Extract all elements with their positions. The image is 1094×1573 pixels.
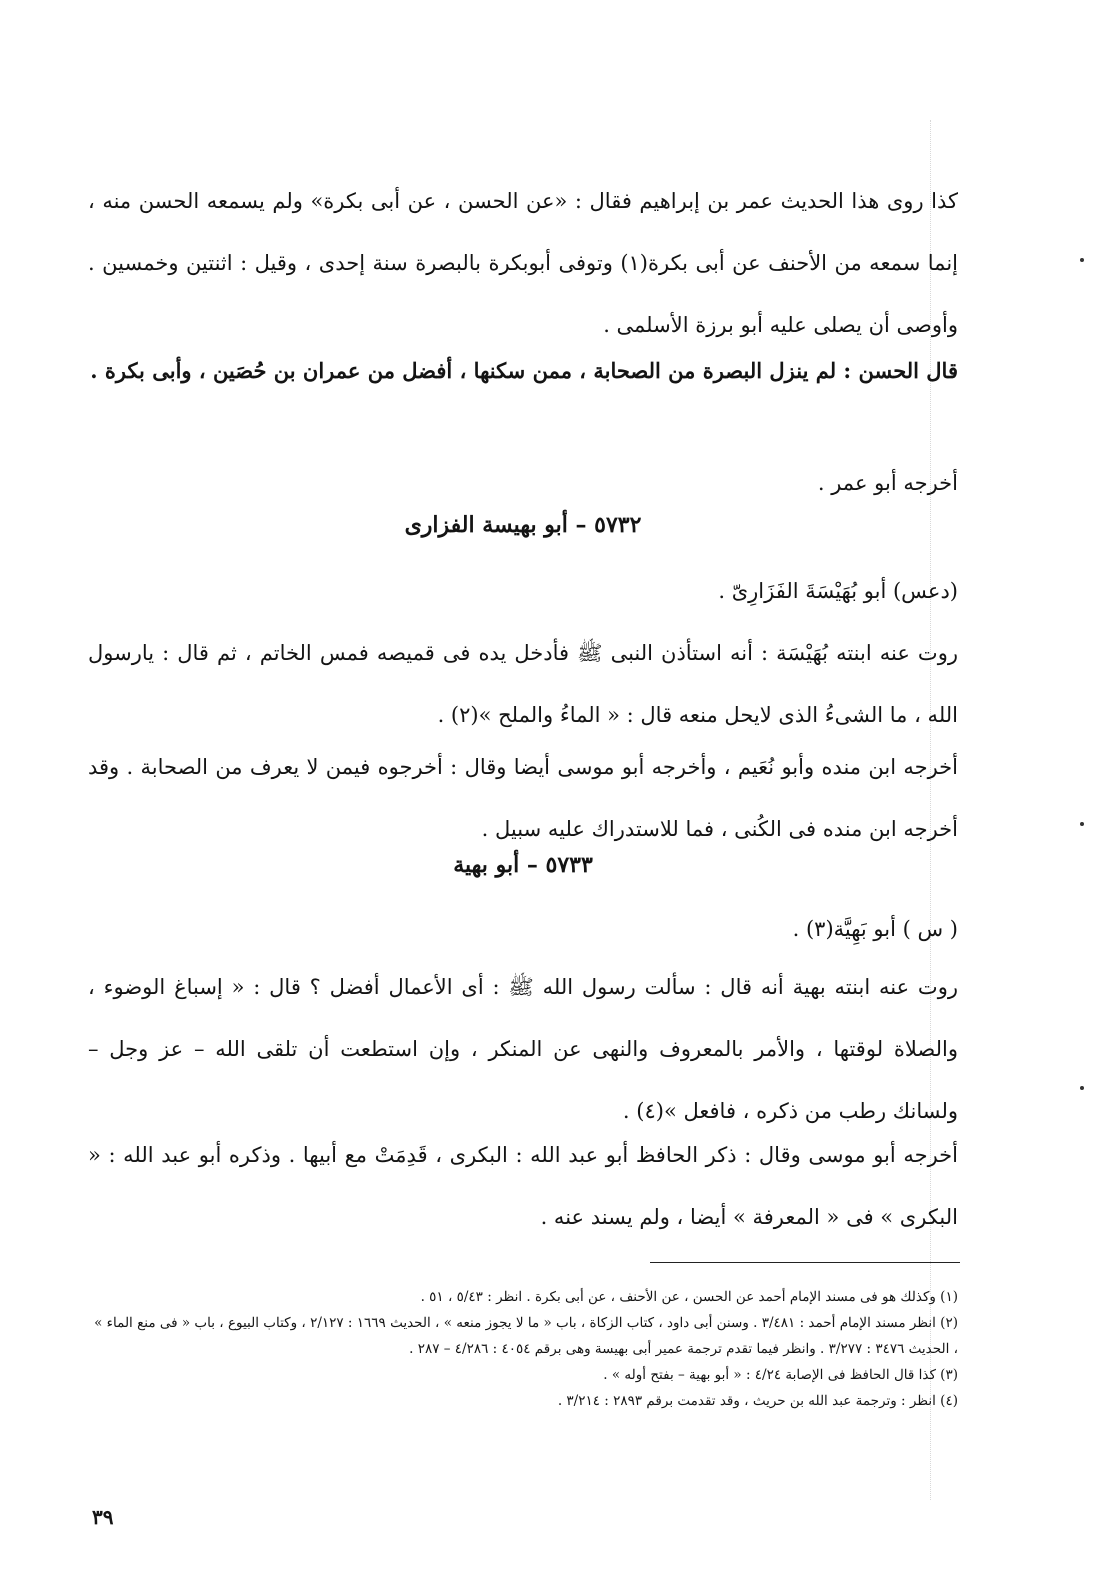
footnote-separator [650,1262,960,1263]
paragraph-abu-bakra-death: كذا روى هذا الحديث عمر بن إبراهيم فقال : «عن الحسن ، عن أبى بكرة» ولم يسمعه الحسن منه ، إنما سمعه من الأحنف عن أبى بكرة(١) وتوفى أبوبكرة بالبصرة سنة إحدى ، وقيل : اثنتين وخمسين . وأوصى أن يصلى عليه أبو برزة الأسلمى . [88,189,958,337]
margin-mark [1080,1086,1084,1090]
footnote-1: (١) وكذلك هو فى مسند الإمام أحمد عن الحسن ، عن الأحنف ، عن أبى بكرة . انظر : ٥/٤٣ ، ٥١ . [420,1289,958,1305]
entry-5733-text: روت عنه ابنته بهية أنه قال : سألت رسول الله ﷺ : أى الأعمال أفضل ؟ قال : « إسباغ الوضوء ، والصلاة لوقتها ، والأمر بالمعروف والنهى عن المنكر ، وإن استطعت أن تلقى الله – عز وجل – ولسانك رطب من ذكره ، فافعل »(٤) . [88,975,958,1123]
footnote-4: (٤) انظر : وترجمة عبد الله بن حريث ، وقد تقدمت برقم ٢٨٩٣ : ٣/٢١٤ . [557,1393,958,1409]
entry-5732-note: أخرجه ابن منده وأبو نُعَيم ، وأخرجه أبو موسى أيضا وقال : أخرجوه فيمن لا يعرف من الصحابة . وقد أخرجه ابن منده فى الكُنى ، فما للاستدراك عليه سبيل . [88,755,958,841]
footnotes [88,1284,958,1414]
footnote-3: (٣) كذا قال الحافظ فى الإصابة ٤/٢٤ : « أبو بهية – بفتح أوله » . [603,1367,958,1383]
margin-mark [1080,258,1084,262]
entry-5732-text: روت عنه ابنته بُهَيْسَة : أنه استأذن النبى ﷺ فأدخل يده فى قميصه فمس الخاتم ، ثم قال : يارسول الله ، ما الشىءُ الذى لايحل منعه قال : « الماءُ والملح »(٢) . [88,641,958,727]
entry-heading-5732: ٥٧٣٢ – أبو بهيسة الفزارى [404,512,642,538]
margin-mark [1080,822,1084,826]
entry-5733-intro: ( س ) أبو بَهِيَّة(٣) . [792,917,958,941]
entry-5732-intro: (دعس) أبو بُهَيْسَةَ الفَزَارِىّ . [718,579,958,603]
paragraph-takhrij-abu-umar: أخرجه أبو عمر . [817,471,958,495]
entry-heading-5733: ٥٧٣٣ – أبو بهية [453,852,593,878]
footnote-2: (٢) انظر مسند الإمام أحمد : ٣/٤٨١ . وسنن أبى داود ، كتاب الزكاة ، باب « ما لا يجوز منعه » ، الحديث ١٦٦٩ : ٢/١٢٧ ، وكتاب البيوع ، باب « فى منع الماء » ، الحديث ٣٤٧٦ : ٣/٢٧٧ . وانظر فيما تقدم ترجمة عمير أبى بهيسة وهى برقم ٤٠٥٤ : ٤/٢٨٦ – ٢٨٧ . [94,1315,958,1357]
page-number: ٣٩ [92,1505,114,1529]
entry-5733-note: أخرجه أبو موسى وقال : ذكر الحافظ أبو عبد الله : البكرى ، قَدِمَتْ مع أبيها . وذكره أبو عبد الله : « البكرى » فى « المعرفة » أيضا ، ولم يسند عنه . [88,1143,958,1229]
paragraph-hasan-saying: قال الحسن : لم ينزل البصرة من الصحابة ، ممن سكنها ، أفضل من عمران بن حُصَين ، وأبى بكرة . [90,358,958,383]
